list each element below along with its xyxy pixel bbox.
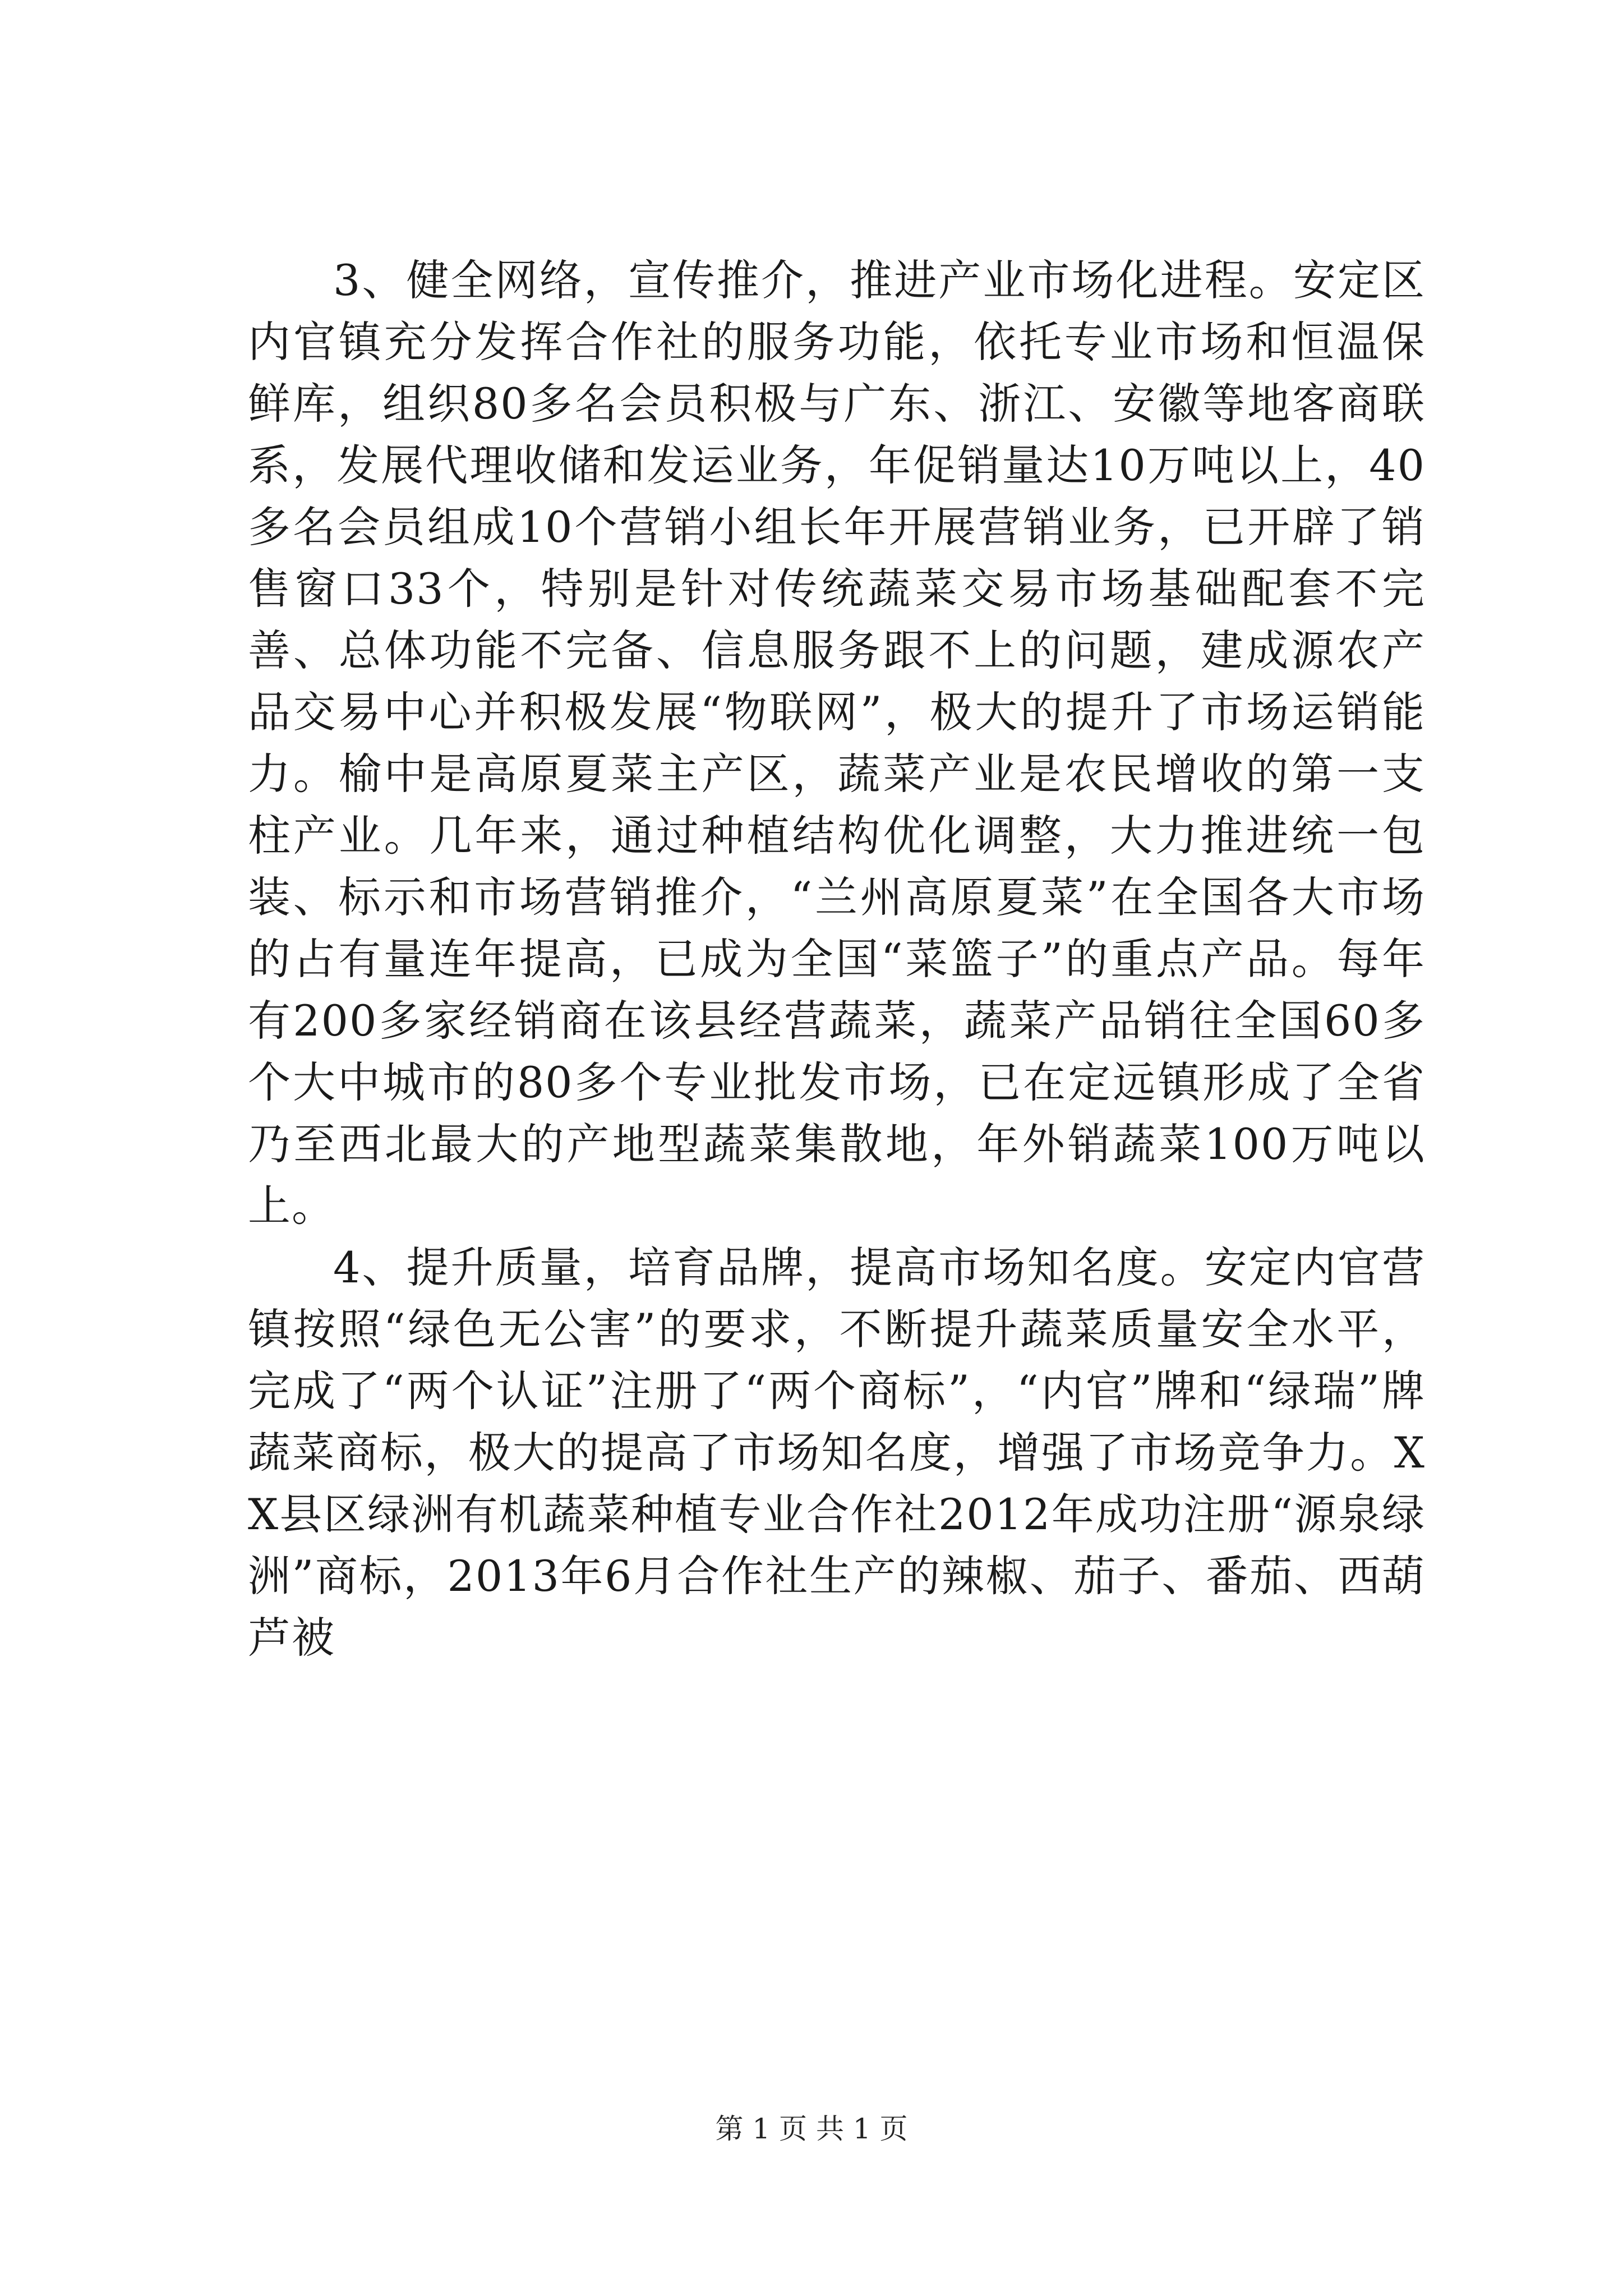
paragraph-section-3: 3、健全网络，宣传推介，推进产业市场化进程。安定区内官镇充分发挥合作社的服务功能，依托专业市场和恒温保鲜库，组织80多名会员积极与广东、浙江、安徽等地客商联系，发展代理收储和发运业务，年促销量达10万吨以上，40多名会员组成10个营销小组长年开展营销业务，已开辟了销售窗口33个，特别是针对传统蔬菜交易市场基础配套不完善、总体功能不完备、信息服务跟不上的问题，建成源农产品交易中心并积极发展“物联网”，极大的提升了市场运销能力。榆中是高原夏菜主产区，蔬菜产业是农民增收的第一支柱产业。几年来，通过种植结构优化调整，大力推进统一包装、标示和市场营销推介，“兰州高原夏菜”在全国各大市场的占有量连年提高，已成为全国“菜篮子”的重点产品。每年有200多家经销商在该县经营蔬菜，蔬菜产品销往全国60多个大中城市的80多个专业批发市场，已在定远镇形成了全省乃至西北最大的产地型蔬菜集散地，年外销蔬菜100万吨以上。 [248,255,1426,1231]
document-body [248,250,1426,1669]
page-footer: 第 1 页 共 1 页 [715,2113,908,2145]
paragraph-section-4: 4、提升质量，培育品牌，提高市场知名度。安定内官营镇按照“绿色无公害”的要求，不断提升蔬菜质量安全水平，完成了“两个认证”注册了“两个商标”，“内官”牌和“绿瑞”牌蔬菜商标，极大的提高了市场知名度，增强了市场竞争力。XX县区绿洲有机蔬菜种植专业合作社2012年成功注册“源泉绿洲”商标，2013年6月合作社生产的辣椒、茄子、番茄、西葫芦被 [248,1243,1426,1663]
